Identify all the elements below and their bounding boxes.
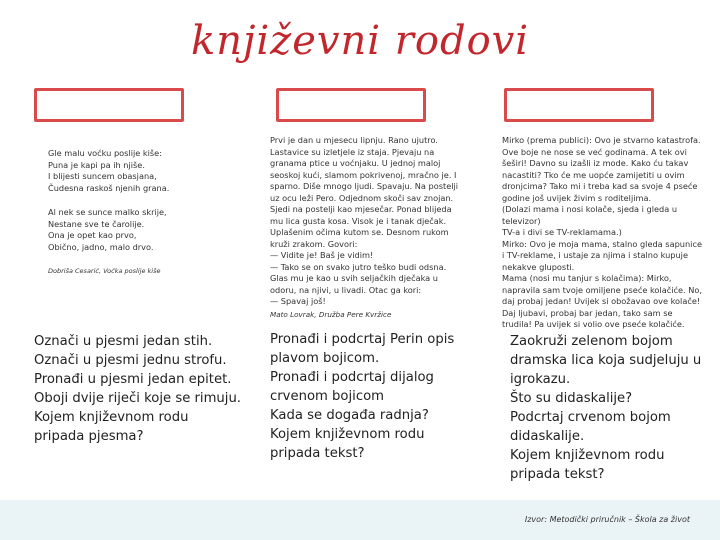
poem-tasks: Označi u pjesmi jedan stih. Označi u pjesmi jednu strofu. Pronađi u pjesmi jedan epitet. Oboji dvije riječi koje se rimuju. Kojem književnom rodu pripada pjesma?: [34, 334, 242, 444]
poem-credit: Dobriša Cesarić, Voćka poslije kiše: [48, 267, 161, 275]
genre-label-box-3[interactable]: [504, 88, 654, 122]
story-excerpt: [270, 135, 466, 320]
poem-excerpt: [48, 148, 248, 278]
genre-label-box-2[interactable]: [276, 88, 426, 122]
poem-stanza-2: Al nek se sunce malko skrije, Nestane sve te čarolije. Ona je opet kao prvo, Obično, jadno, malo drvo.: [48, 207, 167, 252]
story-credit: Mato Lovrak, Družba Pere Kvržice: [270, 309, 392, 319]
story-tasks: Pronađi i podcrtaj Perin opis plavom bojicom. Pronađi i podcrtaj dijalog crvenom bojicom Kada se događa radnja? Kojem književnom rodu pripada tekst?: [270, 332, 455, 461]
drama-excerpt: [502, 135, 702, 331]
story-text: Prvi je dan u mjesecu lipnju. Rano ujutro. Lastavice su izletjele iz staja. Pjevaju na granama ptice u voćnjaku. U jednoj maloj seoskoj kući, slamom pokrivenoj, mračno je. I sparno. Diše mnogo ljudi. Spavaju. Na postelji uz ocu leži Pero. Odjednom skoči sav znojan. Sjedi na postelji kao mjesečar. Ponad blijeda mu lica gusta kosa. Visok je i tanak dječak. Uplašenim očima kutom se. Desnom rukom kruži zrakom. Govori: — Vidite je! Baš je vidim! — Tako se on svako jutro teško budi odsna. Glas mu je kao u svih seljačkih dječaka u odoru, na njivi, u livadi. Otac ga kori: — Spavaj još!: [270, 135, 459, 306]
poem-stanza-1: Gle malu voćku poslije kiše: Puna je kapi pa ih njiše. I blijesti suncem obasjana, Čudesna raskoš njenih grana.: [48, 148, 170, 193]
drama-text: Mirko (prema publici): Ovo je stvarno katastrofa. Ove boje ne nose se već godinama. A tek ovi šeširi! Davno su izašli iz mode. Kako ću takav nacastiti? Tko će me uopće zamijetiti u ovim dronjcima? Tako mi i treba kad sa svoje 4 pseće godine još uvijek živim s roditeljima. (Dolazi mama i nosi kolače, sjeda i gleda u televizor) TV-a i divi se TV-reklamama.) Mirko: Ovo je moja mama, stalno gleda sapunice i TV-reklame, i ustaje za njima i stalno kupuje nekakve gluposti. Mama (nosi mu tanjur s kolačima): Mirko, napravila sam tvoje omiljene pseće kolačiće. No, daj probaj jedan! Uvijek si obožavao ove kolače! Daj ljubavi, probaj bar jedan, tako sam se trudila! Pa uvijek si volio ove pseće kolačiće.: [502, 135, 702, 329]
drama-tasks: Zaokruži zelenom bojom dramska lica koja sudjeluju u igrokazu. Što su didaskalije? Podcrtaj crvenom bojom didaskalije. Kojem književnom rodu pripada tekst?: [510, 334, 702, 482]
page-title: književni rodovi: [190, 18, 530, 64]
source-note: Izvor: Metodički priručnik – Škola za život: [524, 515, 690, 524]
genre-label-box-1[interactable]: [34, 88, 184, 122]
